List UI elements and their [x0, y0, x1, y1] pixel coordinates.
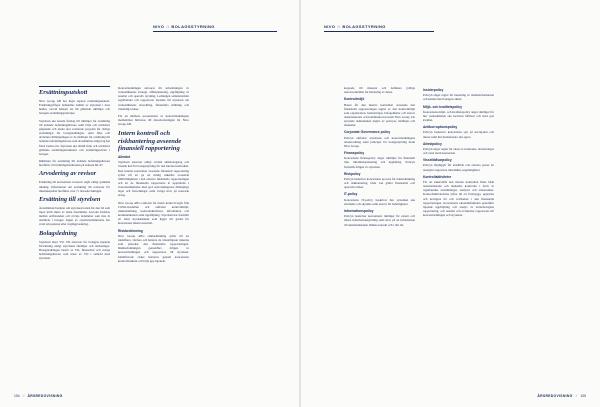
right-header-section: BOLAGSSTYRNING [342, 24, 386, 29]
left-columns [39, 86, 189, 266]
paragraph: Koncernens finanspolicy anger riktlinjer för finansiell risk, likviditetsplanering och upplåning. Policyn fastställs årligen av styrelsen. [344, 156, 415, 169]
paragraph: Policyn beskriver koncernens syn på korruption och mutor samt hur medarbetare ska agera. [423, 130, 494, 139]
subheading-riskbedomning: Riskbedömning [118, 228, 143, 233]
left-header-rule [153, 31, 277, 32]
heading-intern-kontroll: Intern kontroll och riskhantering avseende finansiell rapportering [118, 130, 182, 152]
right-footer-title: ÅRSREDOVISNING [537, 394, 573, 398]
heading-bolagsledning: Bolagsledning [39, 229, 77, 237]
paragraph: Styrelsen ska bereda förslag till riktlinjer för ersättning till ledande befattningshavare samt följa och utvärdera pågående och under året avslutade program för rörliga ersättningar för bolagsledningen, samt följa och utvärdera tillämpningen av de riktlinjer för ersättning till ledande befattningshavare som årsstämman enligt lag har fattat beslut om. Styrelsen ska därtill följa och utvärdera gällande ersättningsstrukturer och ersättningsnivåer i bolaget. [39, 118, 110, 156]
right-col-1 [344, 86, 415, 230]
subheading-attestpolicy: Attestpolicy [423, 141, 442, 146]
paragraph: Policyn beskriver koncernens process för riskbedömning och riskhantering, både vad gäller finansiella och operativa risker. [344, 177, 415, 190]
subheading-kontrollaktiviteter: Kontrollaktiviteter [423, 174, 452, 179]
subheading-it-policy: IT-policy [344, 192, 358, 197]
paragraph: Policyn anger regler för attest av kostnader, investeringar och avtal inom koncernen. [423, 146, 494, 156]
right-page [301, 0, 600, 407]
paragraph: koppade till riskerna och definiera tydliga ansvarsområden för hantering av dessa. [344, 86, 415, 95]
subheading-informationspolicy: Informationspolicy [344, 208, 374, 213]
left-col-1 [39, 86, 110, 266]
subheading-allmant: Allmänt [118, 155, 131, 160]
paragraph: Koncernledningen ansvarar för utformningen av verksamhetens strategi, affärsplanering, uppföljning av resultat och operativ styrning. Ledningen sammanträder regelbundet och rapporterar löpande till styrelsen om verksamhetens utveckling, finansiella ställning och väsentliga risker. [118, 86, 189, 111]
left-header-code: NIVO [153, 24, 165, 29]
paragraph: För att säkerställa den interna kontrollen finns både automatiserade och manuella kontroller i form av regelbundna avstämningar, analyser och attestrutiner. Kontrollaktiviteterna syftar till att förebygga, upptäcka och korrigera fel och avvikelser i den finansiella rapporteringen. Koncernens ekonomifunktion genomför löpande uppföljning och analys av dotterbolagens rapportering, och resultat och avvikelser rapporteras till koncernledningen och styrelsen. [423, 179, 494, 218]
paragraph: Policyn omfattar styrelsens och koncernledningens arbetsordning samt principer för bolagsstyrning inom Nivo Group. [344, 135, 415, 148]
heading-ersattning-styrelsen: Ersättning till styrelsen [39, 195, 101, 203]
paragraph: Policyn anger regler för hantering av insiderinformation och handel med bolagets aktier. [423, 93, 494, 102]
paragraph: Nivo Group AB:s riskbedömning syftar till att identifiera, värdera och hantera de väsentligaste riskerna som påverkar den finansiella rapporteringen. Riskbedömningen genomförs årligen av koncernledningen och rapporteras till styrelsen. Identifierade risker hanteras genom koncernens kontrollstruktur och följs upp löpande. [118, 233, 189, 263]
right-footer: ÅRSREDOVISNING // 105 [537, 394, 586, 398]
right-page-number: 105 [580, 394, 586, 398]
subheading-miljo-kvalitetspolicy: Miljö- och kvalitetspolicy [423, 104, 463, 109]
left-page-number: 104 [14, 394, 20, 398]
right-header-rule [324, 31, 434, 32]
paragraph: För en närmare presentation av koncernledningens medlemmar hänvisas till årsredovisningen för Nivo Group AB. [118, 113, 189, 127]
left-col-2 [118, 86, 189, 266]
heading-arvodering-revisor: Arvodering av revisor [39, 170, 97, 178]
right-running-header: NIVO // BOLAGSSTYRNING [324, 24, 386, 29]
left-header-section: BOLAGSSTYRNING [171, 24, 215, 29]
subheading-insiderpolicy: Insiderpolicy [423, 88, 444, 92]
subheading-riskpolicy: Riskpolicy [344, 171, 361, 176]
paragraph: Koncernens IT-policy beskriver hur systemen ska användas och skyddas samt ansvar för behörigheter. [344, 197, 415, 206]
subheading-kontrollmiljo: Kontrollmiljö [344, 97, 365, 102]
left-page [0, 0, 299, 407]
right-header-code: NIVO [324, 24, 336, 29]
paragraph: Policyn möjliggör för anställda och externa parter att anonymt rapportera misstänkta oegentligheter. [423, 163, 494, 172]
paragraph: Nivo Group AB:s ramverk för intern kontroll utgår från COSO-modellen och omfattar kontrollmiljö, riskbedömning, kontrollaktiviteter, information och kommunikation samt uppföljning. Styrelsen har fastställt ett antal styrdokument som ligger till grund för koncernens interna kontroll. [118, 200, 189, 226]
paragraph: Årsstämman beslutar om styrelsearvoden för den tid som löper intill slutet av nästa årsstämma. Arvodet fördelas mellan ordföranden och övriga ledamöter som inte är anställda i bolaget. Ingen av styrelseledamöterna har avtal om pension eller avgångsvederlag. [39, 205, 110, 227]
paragraph: Nivo Group AB har inget separat ersättningsutskott. Ersättningsfrågor behandlas istället av styrelsen i dess helhet, varvid hänsyn tas till gällande riktlinjer och bolagets ersättningsprinciper. [39, 99, 110, 116]
paragraph: Policyn beskriver koncernens riktlinjer för extern och intern informationsgivning samt krav på att information till aktiemarknaden lämnas korrekt och i rätt tid. [344, 214, 415, 227]
left-running-header: NIVO // BOLAGSSTYRNING [153, 24, 215, 29]
paragraph: Basen för den interna kontrollen avseende den finansiella rapporteringen utgörs av den kontrollmiljö som organisation, beslutsvägar, befogenheter och ansvar dokumenterats och kommuniceras inom Nivo Group. De styrande dokumenten utgörs av policyer, riktlinjer och manualer. [344, 102, 415, 128]
paragraph: Styrelsen ansvarar enligt svensk aktiebolagslag och Svensk kod för bolagsstyrning för den interna kontrollen. Den interna kontrollen avseende finansiell rapportering syftar till att ge en rimlig säkerhet avseende tillförlitligheten i den externa finansiella rapporteringen och att de finansiella rapporterna är upprättade i överensstämmelse med god redovisningssed, tillämpliga lagar och förordningar samt övriga krav på noterade bolag. [118, 160, 189, 198]
heading-ersattningsutskott: Ersättningsutskott [39, 86, 110, 96]
subheading-finanspolicy: Finanspolicy [344, 151, 365, 156]
subheading-antikorruptionspolicy: Antikorruptionspolicy [423, 125, 458, 130]
paragraph: Styrelsen utser VD. VD ansvarar för bolagets löpande förvaltning enligt styrelsens riktlinjer och anvisningar. Bolagsledningen består av VD, finanschef och övriga befattningshavare som utses av VD i samråd med styrelsen. [39, 239, 110, 261]
right-columns [344, 86, 494, 230]
subheading-corporate-governance: Corporate Governance policy [344, 130, 391, 135]
left-footer: 104 // ÅRSREDOVISNING [14, 394, 63, 398]
right-col-2 [423, 86, 494, 230]
paragraph: Ersättning till koncernens revisorer utgår enligt godkänd räkning. Information om ersättning till revisorer för räkenskapsåret återfinns i not 7 i årsredovisningen. [39, 180, 110, 193]
paragraph: Riktlinjer för ersättning till ledande befattningshavare återfinns i förvaltningsberättelsen på sidorna 66–67. [39, 159, 110, 168]
subheading-visselblasarpolicy: Visselblåsarpolicy [423, 158, 452, 163]
left-footer-title: ÅRSREDOVISNING [27, 394, 63, 398]
paragraph: Koncernens miljö- och kvalitetspolicy anger riktlinjer för hur verksamheten ska bedrivas hållbart och med god kvalitet. [423, 109, 494, 123]
